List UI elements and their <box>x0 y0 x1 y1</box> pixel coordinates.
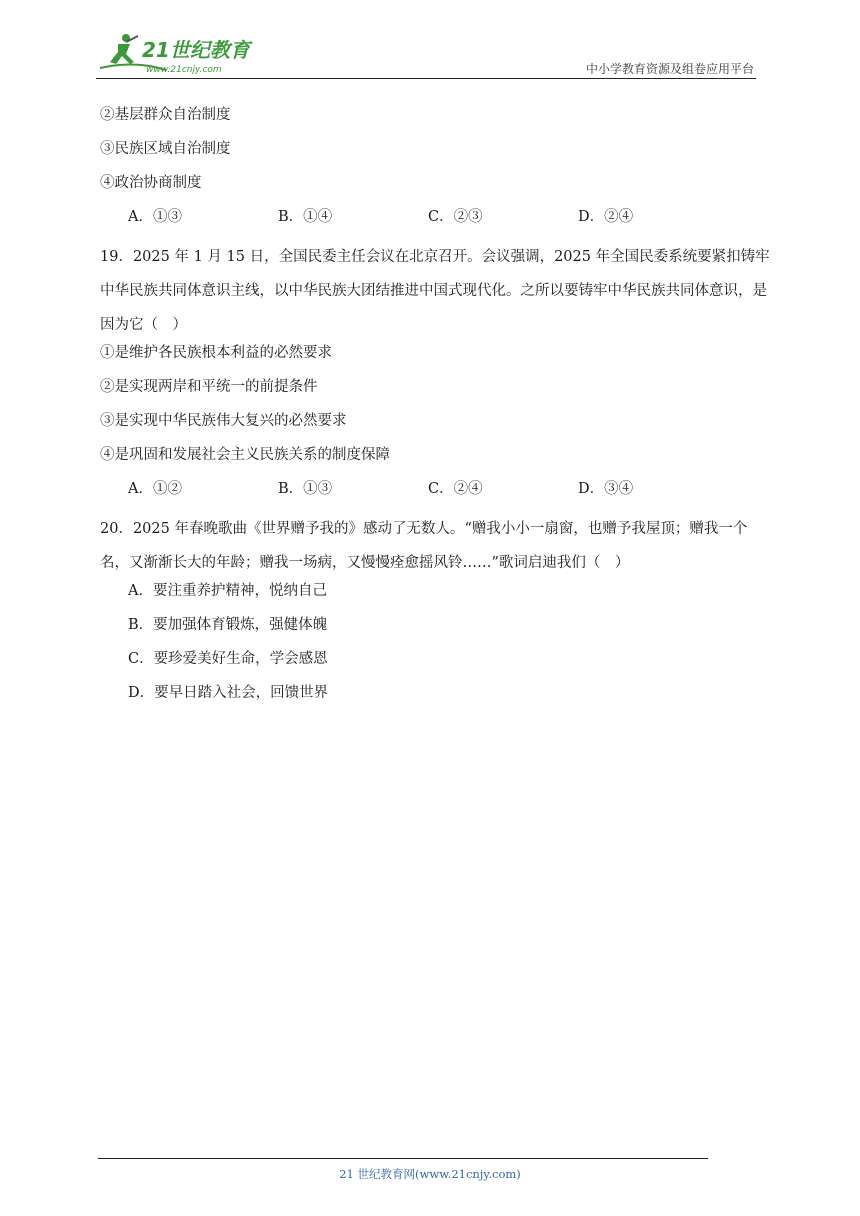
logo-title: 21世纪教育 <box>142 38 250 62</box>
q19-option-b: B．①③ <box>278 481 333 497</box>
header-divider <box>96 78 756 79</box>
footer-divider <box>98 1158 708 1159</box>
q18-option-a: A．①③ <box>128 209 182 225</box>
footer-source: 21 世纪教育网(www.21cnjy.com) <box>339 1167 521 1181</box>
q19-item-3: ③是实现中华民族伟大复兴的必然要求 <box>100 413 347 429</box>
q19-stem: 19．2025 年 1 月 15 日，全国民委主任会议在北京召开。会议强调，2025 年全国民委系统要紧扣铸牢中华民族共同体意识主线，以中华民族大团结推进中国式现代化。之所以要铸牢中华民族共同体意识，是因为它（ ） <box>100 249 770 333</box>
q18-item-4: ④政治协商制度 <box>100 175 202 191</box>
q18-item-2: ②基层群众自治制度 <box>100 107 231 123</box>
q19-item-2: ②是实现两岸和平统一的前提条件 <box>100 379 318 395</box>
q19-item-1: ①是维护各民族根本利益的必然要求 <box>100 345 332 361</box>
logo-url: www.21cnjy.com <box>146 65 222 75</box>
logo-21cnjy <box>96 30 266 76</box>
q20-option-b: B．要加强体育锻炼，强健体魄 <box>128 617 328 633</box>
q18-option-b: B．①④ <box>278 209 333 225</box>
q18-options <box>100 206 770 240</box>
q19-option-c: C．②④ <box>428 481 483 497</box>
platform-name: 中小学教育资源及组卷应用平台 <box>585 62 754 76</box>
question-content <box>100 104 770 716</box>
q19-option-d: D．③④ <box>578 481 634 497</box>
q19-options <box>100 478 770 512</box>
q18-item-3: ③民族区域自治制度 <box>100 141 231 157</box>
page-header <box>96 30 756 80</box>
q19-option-a: A．①② <box>128 481 182 497</box>
q20-option-c: C．要珍爱美好生命，学会感恩 <box>128 651 328 667</box>
q20-stem: 20．2025 年春晚歌曲《世界赠予我的》感动了无数人。“赠我小小一扇窗，也赠予我屋顶；赠我一个名，又渐渐长大的年龄；赠我一场病，又慢慢痊愈摇风铃……”歌词启迪我们（ ） <box>100 521 748 571</box>
q18-option-d: D．②④ <box>578 209 634 225</box>
q20-option-a: A．要注重养护精神，悦纳自己 <box>128 583 327 599</box>
q19-item-4: ④是巩固和发展社会主义民族关系的制度保障 <box>100 447 390 463</box>
q20-option-d: D．要早日踏入社会，回馈世界 <box>128 685 329 701</box>
q18-option-c: C．②③ <box>428 209 483 225</box>
